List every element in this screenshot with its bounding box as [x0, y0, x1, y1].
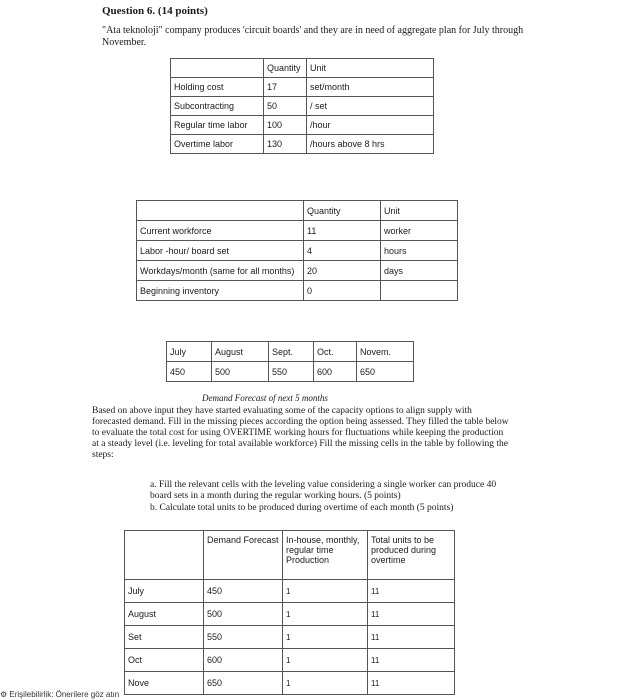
table-cell: 450 — [167, 362, 212, 382]
plan-table — [124, 530, 455, 695]
table-cell: 4 — [304, 241, 381, 261]
table-cell: 50 — [264, 97, 307, 116]
table-cell: Oct — [125, 649, 204, 672]
table-row — [167, 362, 414, 382]
table-header: Unit — [381, 201, 458, 221]
table-cell: set/month — [307, 78, 434, 97]
workforce-table — [136, 200, 458, 301]
table-row — [171, 59, 434, 78]
table-header: Sept. — [269, 342, 314, 362]
table-cell: hours — [381, 241, 458, 261]
table-cell: 17 — [264, 78, 307, 97]
table-row — [137, 201, 458, 221]
table-row — [137, 241, 458, 261]
table-header: Demand Forecast — [204, 531, 283, 580]
table-cell: / set — [307, 97, 434, 116]
table-cell: Regular time labor — [171, 116, 264, 135]
table-cell: Nove — [125, 672, 204, 695]
accessibility-icon: ⚙ — [0, 690, 8, 699]
table-header: Quantity — [304, 201, 381, 221]
table-row — [137, 221, 458, 241]
body-paragraph: Based on above input they have started evaluating some of the capacity options to align supply with forecasted demand. Fill in the missing pieces according the option being assessed. They filled the table below to evaluate the total cost for using OVERTIME working hours for fluctuations while keeping the production at a steady level (i.e. leveling for total available workforce) Fill the missing cells in the table by following the steps: — [92, 406, 509, 460]
table-cell: Overtime labor — [171, 135, 264, 154]
table-cell: 550 — [204, 626, 283, 649]
table-cell: 100 — [264, 116, 307, 135]
table-cell: 11 — [368, 603, 455, 626]
table-cell: Beginning inventory — [137, 281, 304, 301]
table-cell: 130 — [264, 135, 307, 154]
forecast-caption: Demand Forecast of next 5 months — [202, 393, 328, 403]
table-cell: 11 — [368, 626, 455, 649]
table-cell: 0 — [304, 281, 381, 301]
table-header: Oct. — [314, 342, 357, 362]
table-cell: August — [125, 603, 204, 626]
table-cell: days — [381, 261, 458, 281]
table-header: Unit — [307, 59, 434, 78]
table-row — [171, 135, 434, 154]
table-cell: Set — [125, 626, 204, 649]
table-row — [167, 342, 414, 362]
table-cell: Labor -hour/ board set — [137, 241, 304, 261]
table-row — [125, 649, 455, 672]
table-row — [125, 531, 455, 580]
table-row — [137, 281, 458, 301]
table-row — [125, 580, 455, 603]
table-cell — [137, 201, 304, 221]
table-cell: 600 — [314, 362, 357, 382]
table-cell — [125, 531, 204, 580]
table-cell: Holding cost — [171, 78, 264, 97]
table-cell: 500 — [212, 362, 269, 382]
question-intro: "Ata teknoloji" company produces 'circuit boards' and they are in need of aggregate plan for July through November. — [102, 25, 524, 48]
table-cell: 550 — [269, 362, 314, 382]
table-cell: July — [125, 580, 204, 603]
table-cell: 1 — [283, 649, 368, 672]
table-cell: 1 — [283, 603, 368, 626]
table-cell: 500 — [204, 603, 283, 626]
table-cell: 11 — [368, 580, 455, 603]
table-cell: 11 — [368, 672, 455, 695]
table-row — [171, 78, 434, 97]
cost-table — [170, 58, 434, 154]
table-row — [171, 97, 434, 116]
table-cell: worker — [381, 221, 458, 241]
question-title: Question 6. (14 points) — [102, 5, 208, 17]
forecast-table — [166, 341, 414, 382]
table-row — [171, 116, 434, 135]
table-header: In-house, monthly, regular time Production — [283, 531, 368, 580]
table-header: August — [212, 342, 269, 362]
accessibility-status[interactable] — [0, 690, 119, 699]
table-cell — [171, 59, 264, 78]
table-cell: 1 — [283, 580, 368, 603]
table-cell: 650 — [357, 362, 414, 382]
table-row — [137, 261, 458, 281]
table-cell: 600 — [204, 649, 283, 672]
table-header: July — [167, 342, 212, 362]
step-item: a. Fill the relevant cells with the leveling value considering a single worker can produce 40 board sets in a month during the regular working hours. (5 points) — [150, 480, 497, 501]
step-item: b. Calculate total units to be produced during overtime of each month (5 points) — [150, 503, 454, 513]
accessibility-label: Erişilebilirlik: Önerilere göz atın — [9, 690, 120, 699]
table-cell: 1 — [283, 672, 368, 695]
table-cell — [381, 281, 458, 301]
table-cell: 20 — [304, 261, 381, 281]
table-cell: 650 — [204, 672, 283, 695]
table-cell: 450 — [204, 580, 283, 603]
table-cell: 11 — [304, 221, 381, 241]
table-cell: /hours above 8 hrs — [307, 135, 434, 154]
table-cell: Subcontracting — [171, 97, 264, 116]
table-cell: Workdays/month (same for all months) — [137, 261, 304, 281]
table-cell: 11 — [368, 649, 455, 672]
table-row — [125, 603, 455, 626]
table-cell: Current workforce — [137, 221, 304, 241]
table-header: Quantity — [264, 59, 307, 78]
table-cell: /hour — [307, 116, 434, 135]
table-row — [125, 672, 455, 695]
table-header: Total units to be produced during overtime — [368, 531, 455, 580]
steps-list — [150, 480, 500, 515]
table-cell: 1 — [283, 626, 368, 649]
table-header: Novem. — [357, 342, 414, 362]
table-row — [125, 626, 455, 649]
